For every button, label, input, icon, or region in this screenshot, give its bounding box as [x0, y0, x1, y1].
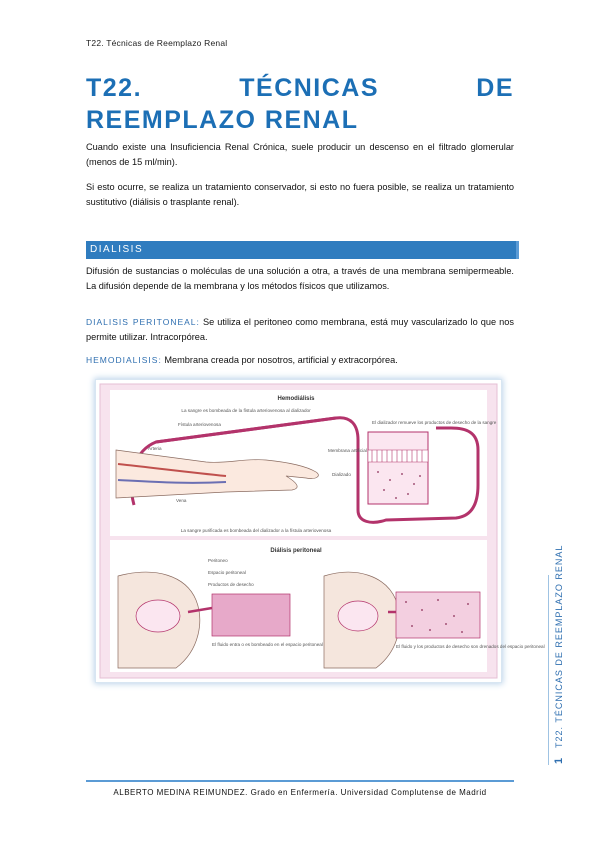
label-peritoneo: Peritoneo	[208, 558, 228, 563]
side-divider	[548, 575, 549, 765]
dialysis-illustration	[96, 380, 545, 682]
drain-bag-right	[396, 592, 480, 638]
dialysis-figure	[96, 380, 545, 682]
section-heading-bar	[86, 241, 516, 259]
peritoneal-space-right	[338, 601, 378, 631]
vertical-title: T22. TÉCNICAS DE REEMPLAZO RENAL	[554, 544, 564, 748]
label-dializador: El dializador remueve los productos de desecho de la sangre	[372, 420, 497, 425]
label-dializado: Dializado	[332, 472, 351, 477]
hemodialysis-label: HEMODIALISIS:	[86, 355, 162, 365]
dialysis-definition: Difusión de sustancias o moléculas de una solución a otra, a través de una membrana semipermeable. La difusión depende de la membrana y los métodos físicos que utilizamos.	[86, 266, 514, 291]
peri-caption-left: El fluido entra o es bombeado en el espacio peritoneal	[212, 642, 323, 647]
page-number: 1	[553, 757, 565, 764]
peritoneal-paragraph	[86, 315, 514, 344]
peritoneal-space-left	[136, 600, 180, 632]
intro-paragraph-2: Si esto ocurre, se realiza un tratamiento conservador, si esto no fuera posible, se realiza un tratamiento sustitutivo (diálisis o trasplante renal).	[86, 182, 514, 207]
label-vena: Vena	[176, 498, 187, 503]
peritoneal-text: Se utiliza el peritoneo como membrana, está muy vascularizado lo que nos permite utilizar. Intracorpórea.	[86, 317, 514, 342]
intro-paragraph-1: Cuando existe una Insuficiencia Renal Crónica, suele producir un descenso en el filtrado glomerular (menos de 15 ml/min).	[86, 142, 514, 167]
label-fistula: Fístula arteriovenosa	[178, 422, 221, 427]
peritoneal-label: DIALISIS PERITONEAL:	[86, 317, 200, 327]
hemodialysis-paragraph	[86, 353, 514, 368]
section-heading: DIALISIS	[90, 244, 144, 255]
hemo-title: Hemodiálisis	[277, 396, 315, 402]
label-productos: Productos de desecho	[208, 582, 254, 587]
label-arteria: Arteria	[148, 446, 162, 451]
label-membrana: Membrana artificial	[328, 448, 367, 453]
running-header: T22. Técnicas de Reemplazo Renal	[86, 38, 228, 48]
hemo-top-caption: La sangre es bombeada de la fístula arteriovenosa al dializador	[181, 408, 311, 413]
peritoneal-title: Diálisis peritoneal	[270, 548, 322, 554]
peri-caption-right: El fluido y los productos de desecho son drenados del espacio peritoneal	[396, 644, 545, 649]
hemodialysis-text: Membrana creada por nosotros, artificial y extracorpórea.	[161, 355, 398, 365]
hemo-bottom-caption: La sangre purificada es bombeada del dializador a la fístula arteriovenosa	[180, 528, 332, 533]
footer-rule	[86, 780, 514, 782]
dialyzer-box	[368, 432, 428, 504]
fluid-bag-left	[212, 594, 290, 636]
footer-author: ALBERTO MEDINA REIMUNDEZ. Grado en Enfermería. Universidad Complutense de Madrid	[113, 788, 487, 797]
label-espacio: Espacio peritoneal	[208, 570, 246, 575]
page-title: T22. TÉCNICAS DE REEMPLAZO RENAL	[86, 74, 514, 134]
